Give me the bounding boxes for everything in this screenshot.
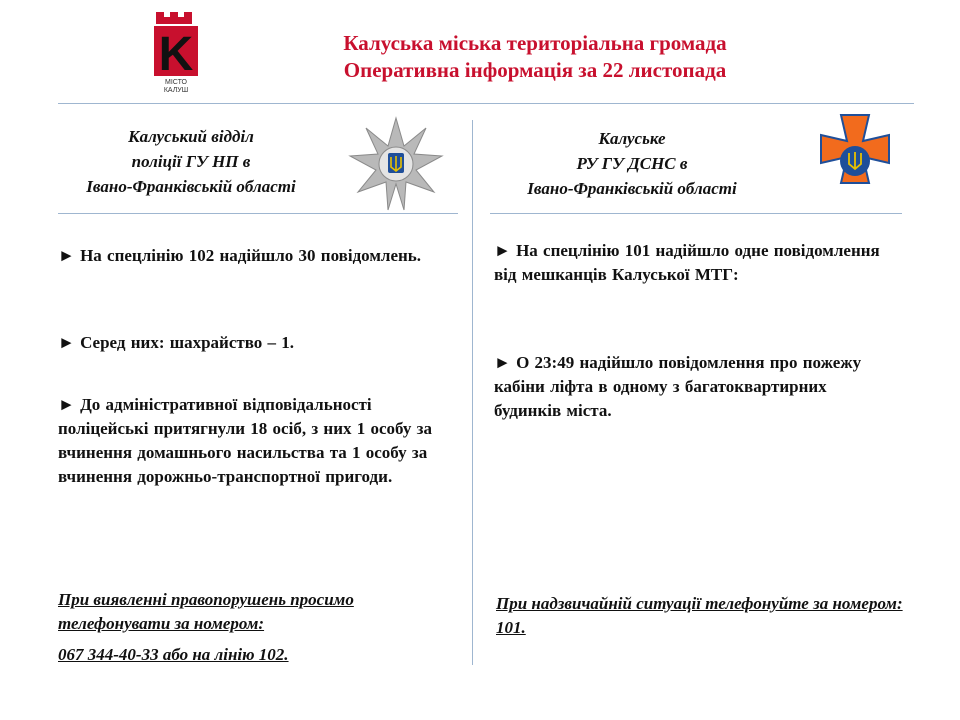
left-header-underline (58, 213, 458, 214)
police-phone-link[interactable]: 067 344-40-33 або на лінію 102. (58, 645, 289, 664)
dsns-heading: Калуське РУ ГУ ДСНС в Івано-Франківській області (527, 129, 737, 198)
column-divider (472, 120, 473, 665)
dsns-contact-note[interactable]: При надзвичайній ситуації телефонуйте за номером: 101. (496, 594, 903, 637)
page-title (270, 30, 800, 84)
dsns-incident-text: ► О 23:49 надійшло повідомлення про пожежу кабіни ліфта в одному з багатоквартирних будинків міста. (494, 353, 862, 420)
police-fraud-text: ► Серед них: шахрайство – 1. (58, 333, 295, 352)
police-contact-note: При виявленні правопорушень просимо телефонувати за номером: (58, 590, 354, 633)
dsns-cross-emblem-icon (806, 112, 904, 210)
right-header-underline (490, 213, 902, 214)
kalush-city-logo (152, 12, 202, 94)
logo-letter: K (158, 28, 194, 81)
top-divider (58, 103, 914, 104)
police-star-emblem-icon (344, 116, 448, 212)
svg-text:МІСТО: МІСТО (164, 79, 188, 86)
police-heading: Калуський відділ поліції ГУ НП в Івано-Франківській області (86, 127, 296, 196)
svg-text:КАЛУШ: КАЛУШ (163, 87, 189, 94)
title-line-2: Оперативна інформація за 22 листопада (343, 58, 727, 82)
dsns-calls-text: ► На спецлінію 101 надійшло одне повідомлення від мешканців Калуської МТГ: (494, 241, 880, 284)
police-calls-text: ► На спецлінію 102 надійшло 30 повідомлень. (58, 246, 422, 265)
title-line-1: Калуська міська територіальна громада (343, 31, 727, 55)
police-admin-text: ► До адміністративної відповідальності поліцейські притягнули 18 осіб, з них 1 особу за вчинення домашнього насильства та 1 особу за вчинення дорожньо-транспортної пригоди. (58, 395, 432, 486)
